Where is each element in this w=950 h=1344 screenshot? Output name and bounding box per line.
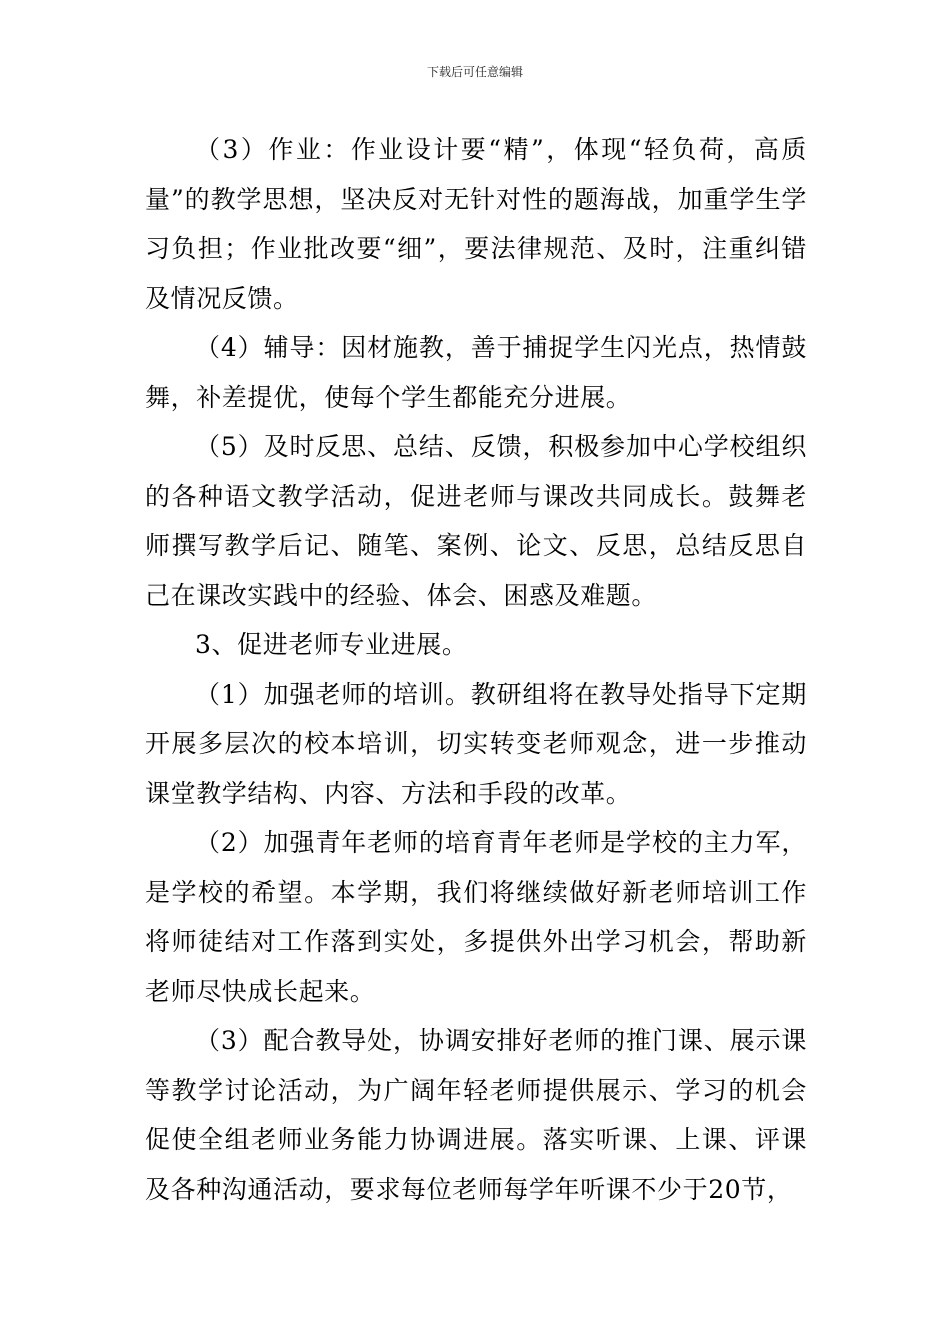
paragraph-young-teachers: （2）加强青年老师的培育青年老师是学校的主力军，是学校的希望。本学期，我们将继续做好新老师培训工作将师徒结对工作落到实处，多提供外出学习机会，帮助新老师尽快成长起来。 (145, 828, 807, 1006)
paragraph-homework: （3）作业：作业设计要“精”，体现“轻负荷，高质量”的教学思想，坚决反对无针对性的题海战，加重学生学习负担；作业批改要“细”，要法律规范、及时，注重纠错及情况反馈。 (145, 135, 807, 313)
page-header: 下载后可任意编辑 (426, 65, 523, 79)
section-heading-teacher-development: 3、促进老师专业进展。 (195, 630, 468, 659)
paragraph-tutoring: （4）辅导：因材施教，善于捕捉学生闪光点，热情鼓舞，补差提优，使每个学生都能充分进展。 (145, 333, 807, 412)
paragraph-reflection: （5）及时反思、总结、反馈，积极参加中心学校组织的各种语文教学活动，促进老师与课改共同成长。鼓舞老师撰写教学后记、随笔、案例、论文、反思，总结反思自己在课改实践中的经验、体会、困惑及难题。 (145, 432, 807, 610)
document-body (145, 125, 807, 1214)
paragraph-lesson-observation: （3）配合教导处，协调安排好老师的推门课、展示课等教学讨论活动，为广阔年轻老师提供展示、学习的机会促使全组老师业务能力协调进展。落实听课、上课、评课及各种沟通活动，要求每位老师每学年听课不少于20节， (145, 1026, 807, 1204)
paragraph-teacher-training: （1）加强老师的培训。教研组将在教导处指导下定期开展多层次的校本培训，切实转变老师观念，进一步推动课堂教学结构、内容、方法和手段的改革。 (145, 679, 807, 808)
